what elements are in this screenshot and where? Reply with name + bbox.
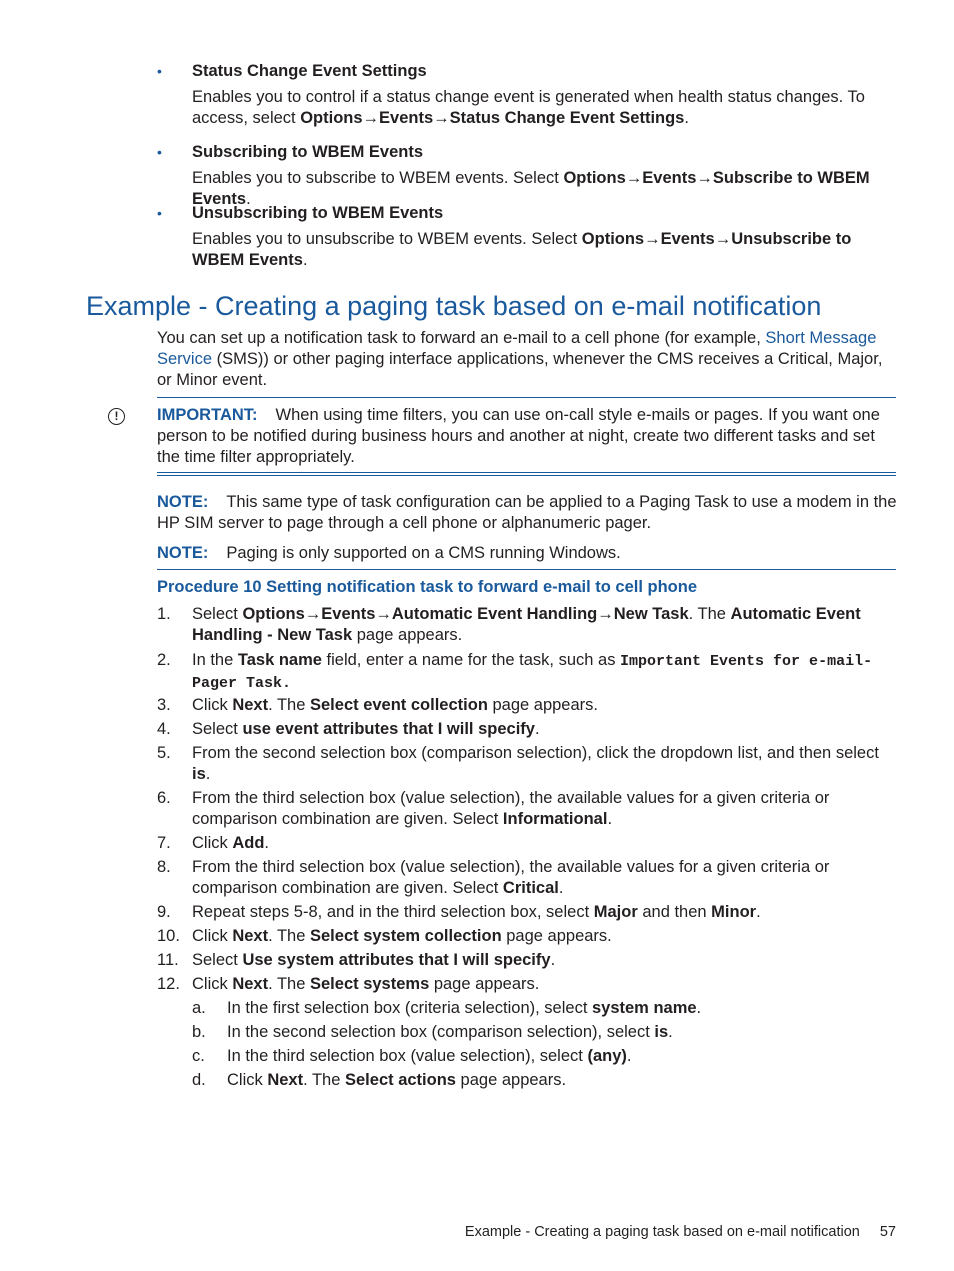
task-name-example: Important Events for e-mail-Pager Task. (192, 653, 873, 692)
note-text: Paging is only supported on a CMS running Windows. (226, 544, 621, 562)
page-number: 57 (879, 1224, 896, 1240)
note-label: NOTE: (157, 493, 209, 511)
notes-bottom-rule (157, 569, 896, 570)
note-text: This same type of task configuration can be applied to a Paging Task to use a modem in the HP SIM server to page through a cell phone or alphanumeric pager. (157, 493, 897, 532)
bullet-glyph: • (157, 205, 162, 221)
important-icon: ! (108, 408, 125, 425)
important-bottom-rule (157, 472, 896, 476)
bullet-title: Unsubscribing to WBEM Events (192, 204, 444, 222)
bullet-title: Status Change Event Settings (192, 62, 427, 80)
important-label: IMPORTANT: (157, 406, 258, 424)
page-footer (465, 1222, 896, 1243)
important-top-rule (157, 397, 896, 398)
footer-title: Example - Creating a paging task based on e-mail notification (464, 1224, 860, 1240)
bullet-body: Enables you to unsubscribe to WBEM events. Select Options→Events→Unsubscribe to WBEM Events. (192, 230, 852, 269)
bullet-glyph: • (157, 63, 162, 79)
note-2 (157, 543, 897, 564)
bullet-glyph: • (157, 144, 162, 160)
bullet-body: Enables you to subscribe to WBEM events. Select Options→Events→Subscribe to WBEM Events. (192, 169, 870, 208)
sms-link[interactable]: Short Message Service (157, 329, 877, 368)
procedure-title: Procedure 10 Setting notification task to forward e-mail to cell phone (157, 578, 698, 596)
bullet-body: Enables you to control if a status change event is generated when health status changes. To access, select Options→Events→Status Change Event Settings. (192, 88, 865, 127)
bullet-title: Subscribing to WBEM Events (192, 143, 424, 161)
important-notice (157, 405, 897, 468)
note-label: NOTE: (157, 544, 209, 562)
intro-paragraph: You can set up a notification task to forward an e-mail to a cell phone (for example, Short Message Service (SMS)) or other paging interface applications, whenever the CMS receives a Critical, Major, or Minor event. (157, 329, 883, 389)
note-1 (157, 492, 897, 534)
important-text: When using time filters, you can use on-call style e-mails or pages. If you want one person to be notified during business hours and another at night, create two different tasks and set the time filter appropriately. (157, 406, 880, 466)
section-heading: Example - Creating a paging task based on e-mail notification (86, 291, 822, 321)
